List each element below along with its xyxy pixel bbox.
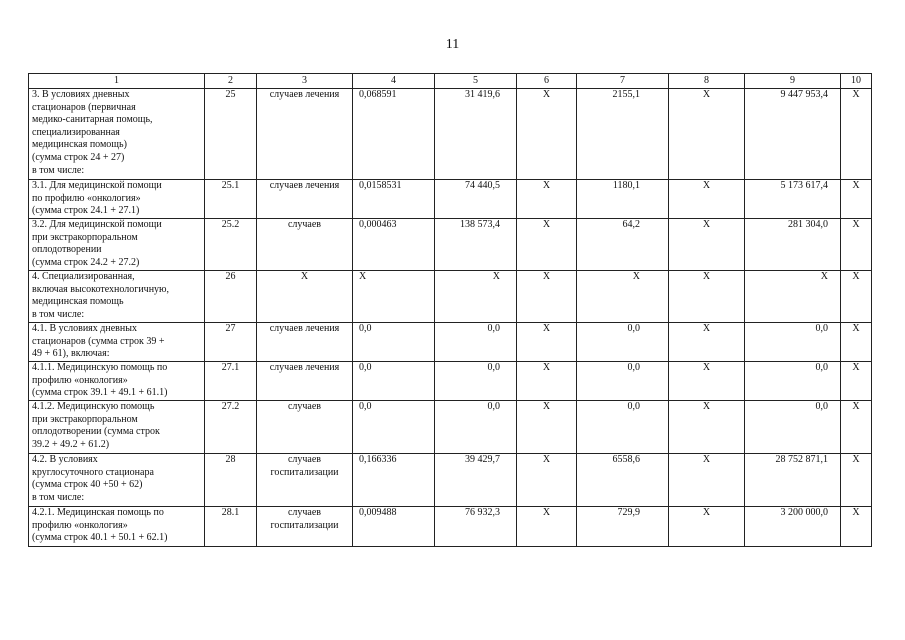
value-cell-6: X	[517, 180, 577, 219]
value-cell-9: 9 447 953,4	[745, 89, 841, 180]
row-name-cell-line: 3. В условиях дневных	[32, 89, 130, 100]
table-row	[29, 180, 872, 219]
value-cell-4: 0,0	[353, 401, 435, 454]
value-cell-7: 0,0	[577, 401, 669, 454]
row-name-cell-line: по профилю «онкология»	[32, 192, 141, 204]
row-name-cell-line: при экстракорпоральном	[32, 231, 138, 243]
value-cell-7: 6558,6	[577, 454, 669, 507]
value-cell-4: 0,0158531	[353, 180, 435, 219]
value-cell-9: 0,0	[745, 401, 841, 454]
row-name-cell-line: (сумма строк 24.1 + 27.1)	[32, 205, 140, 217]
line-number-cell: 28.1	[205, 507, 257, 547]
row-name-cell-line: профилю «онкология»	[32, 374, 128, 386]
row-name-cell-line: при экстракорпоральном	[32, 413, 138, 425]
unit-cell-line: госпитализации	[270, 519, 339, 531]
value-cell-8: X	[669, 89, 745, 180]
value-cell-8: X	[669, 401, 745, 454]
column-header: 7	[577, 74, 669, 89]
line-number-cell: 25	[205, 89, 257, 180]
table-row	[29, 507, 872, 547]
value-cell-8: X	[669, 323, 745, 362]
row-name-cell-line: круглосуточного стационара	[32, 466, 154, 478]
unit-cell	[257, 89, 353, 180]
value-cell-7: 2155,1	[577, 89, 669, 180]
value-cell-4: 0,0	[353, 362, 435, 401]
unit-cell-line: случаев	[287, 454, 322, 465]
value-cell-9: 0,0	[745, 362, 841, 401]
row-name-cell	[29, 454, 205, 507]
row-name-cell-line: включая высокотехнологичную,	[32, 283, 170, 295]
row-name-cell-line: специализированная	[32, 126, 120, 138]
value-cell-10: X	[841, 401, 872, 454]
row-name-cell-line: медицинская помощь	[32, 296, 124, 308]
column-header: 10	[841, 74, 872, 89]
value-cell-5: 0,0	[435, 362, 517, 401]
row-name-cell-line: 4.2. В условиях	[32, 454, 98, 465]
value-cell-10: X	[841, 454, 872, 507]
row-name-cell-line: 39.2 + 49.2 + 61.2)	[32, 438, 110, 450]
page-number: 11	[445, 37, 460, 52]
value-cell-5: 0,0	[435, 401, 517, 454]
value-cell-9: 5 173 617,4	[745, 180, 841, 219]
line-number-cell: 26	[205, 271, 257, 323]
table-row	[29, 323, 872, 362]
row-name-cell-line: оплодотворении (сумма строк	[32, 426, 160, 438]
unit-cell	[257, 401, 353, 454]
value-cell-4: 0,166336	[353, 454, 435, 507]
value-cell-10: X	[841, 323, 872, 362]
row-name-cell-line: 4.1. В условиях дневных	[32, 323, 137, 334]
row-name-cell	[29, 401, 205, 454]
line-number-cell: 25.2	[205, 219, 257, 271]
value-cell-6: X	[517, 507, 577, 547]
column-header: 6	[517, 74, 577, 89]
value-cell-10: X	[841, 271, 872, 323]
row-name-cell-line: (сумма строк 40.1 + 50.1 + 62.1)	[32, 532, 168, 544]
row-name-cell-line: в том числе:	[32, 164, 85, 176]
value-cell-8: X	[669, 362, 745, 401]
value-cell-7: 729,9	[577, 507, 669, 547]
value-cell-5: 138 573,4	[435, 219, 517, 271]
column-header: 1	[29, 74, 205, 89]
column-header: 4	[353, 74, 435, 89]
value-cell-5: 74 440,5	[435, 180, 517, 219]
table-row	[29, 89, 872, 180]
column-header: 9	[745, 74, 841, 89]
line-number-cell: 27.1	[205, 362, 257, 401]
value-cell-5: 0,0	[435, 323, 517, 362]
unit-cell	[257, 219, 353, 271]
value-cell-6: X	[517, 89, 577, 180]
column-header: 3	[257, 74, 353, 89]
value-cell-10: X	[841, 219, 872, 271]
table-row	[29, 271, 872, 323]
value-cell-5: 76 932,3	[435, 507, 517, 547]
row-name-cell-line: профилю «онкология»	[32, 519, 128, 531]
row-name-cell-line: медико-санитарная помощь,	[32, 114, 153, 126]
row-name-cell	[29, 362, 205, 401]
value-cell-5: X	[435, 271, 517, 323]
value-cell-7: 0,0	[577, 362, 669, 401]
row-name-cell	[29, 180, 205, 219]
value-cell-4: 0,0	[353, 323, 435, 362]
column-header: 2	[205, 74, 257, 89]
row-name-cell-line: оплодотворении	[32, 244, 102, 256]
row-name-cell-line: 4.1.1. Медицинскую помощь по	[32, 362, 168, 373]
row-name-cell-line: 49 + 61), включая:	[32, 348, 110, 360]
value-cell-9: 281 304,0	[745, 219, 841, 271]
row-name-cell	[29, 271, 205, 323]
table-row	[29, 219, 872, 271]
row-name-cell-line: 4.2.1. Медицинская помощь по	[32, 507, 164, 518]
value-cell-7: X	[577, 271, 669, 323]
unit-cell-line: случаев лечения	[269, 362, 340, 373]
value-cell-4: 0,009488	[353, 507, 435, 547]
value-cell-6: X	[517, 401, 577, 454]
value-cell-4: X	[353, 271, 435, 323]
value-cell-8: X	[669, 507, 745, 547]
row-name-cell-line: стационаров (первичная	[32, 101, 136, 113]
value-cell-7: 64,2	[577, 219, 669, 271]
unit-cell-line: случаев лечения	[269, 180, 340, 191]
value-cell-6: X	[517, 323, 577, 362]
value-cell-4: 0,000463	[353, 219, 435, 271]
unit-cell-line: X	[300, 271, 309, 282]
row-name-cell	[29, 323, 205, 362]
column-header: 5	[435, 74, 517, 89]
unit-cell-line: случаев	[287, 401, 322, 412]
row-name-cell-line: 4. Специализированная,	[32, 271, 135, 282]
value-cell-5: 31 419,6	[435, 89, 517, 180]
value-cell-10: X	[841, 362, 872, 401]
unit-cell-line: случаев лечения	[269, 323, 340, 334]
unit-cell	[257, 323, 353, 362]
value-cell-7: 0,0	[577, 323, 669, 362]
unit-cell	[257, 507, 353, 547]
value-cell-5: 39 429,7	[435, 454, 517, 507]
unit-cell-line: случаев	[287, 219, 322, 230]
value-cell-10: X	[841, 507, 872, 547]
value-cell-9: 28 752 871,1	[745, 454, 841, 507]
value-cell-7: 1180,1	[577, 180, 669, 219]
value-cell-6: X	[517, 454, 577, 507]
header-row	[29, 74, 872, 89]
row-name-cell-line: (сумма строк 24 + 27)	[32, 151, 125, 163]
value-cell-8: X	[669, 454, 745, 507]
line-number-cell: 27	[205, 323, 257, 362]
value-cell-9: 3 200 000,0	[745, 507, 841, 547]
row-name-cell-line: (сумма строк 24.2 + 27.2)	[32, 256, 140, 268]
row-name-cell-line: 3.1. Для медицинской помощи	[32, 180, 162, 191]
value-cell-9: 0,0	[745, 323, 841, 362]
value-cell-10: X	[841, 89, 872, 180]
value-cell-6: X	[517, 219, 577, 271]
row-name-cell-line: в том числе:	[32, 308, 85, 320]
line-number-cell: 27.2	[205, 401, 257, 454]
unit-cell	[257, 271, 353, 323]
data-table	[28, 73, 872, 547]
row-name-cell	[29, 507, 205, 547]
value-cell-8: X	[669, 219, 745, 271]
table-row	[29, 362, 872, 401]
row-name-cell	[29, 219, 205, 271]
row-name-cell-line: медицинская помощь)	[32, 139, 127, 151]
table-row	[29, 401, 872, 454]
row-name-cell-line: 3.2. Для медицинской помощи	[32, 219, 162, 230]
unit-cell-line: случаев лечения	[269, 89, 340, 100]
unit-cell	[257, 362, 353, 401]
row-name-cell-line: (сумма строк 39.1 + 49.1 + 61.1)	[32, 387, 168, 399]
row-name-cell-line: 4.1.2. Медицинскую помощь	[32, 401, 155, 412]
line-number-cell: 28	[205, 454, 257, 507]
value-cell-9: X	[745, 271, 841, 323]
table-row	[29, 454, 872, 507]
value-cell-10: X	[841, 180, 872, 219]
unit-cell-line: госпитализации	[270, 466, 339, 478]
value-cell-4: 0,068591	[353, 89, 435, 180]
row-name-cell-line: в том числе:	[32, 491, 85, 503]
column-header: 8	[669, 74, 745, 89]
row-name-cell-line: (сумма строк 40 +50 + 62)	[32, 479, 143, 491]
unit-cell	[257, 454, 353, 507]
unit-cell-line: случаев	[287, 507, 322, 518]
unit-cell	[257, 180, 353, 219]
line-number-cell: 25.1	[205, 180, 257, 219]
value-cell-8: X	[669, 180, 745, 219]
row-name-cell	[29, 89, 205, 180]
value-cell-6: X	[517, 362, 577, 401]
value-cell-8: X	[669, 271, 745, 323]
value-cell-6: X	[517, 271, 577, 323]
row-name-cell-line: стационаров (сумма строк 39 +	[32, 335, 165, 347]
